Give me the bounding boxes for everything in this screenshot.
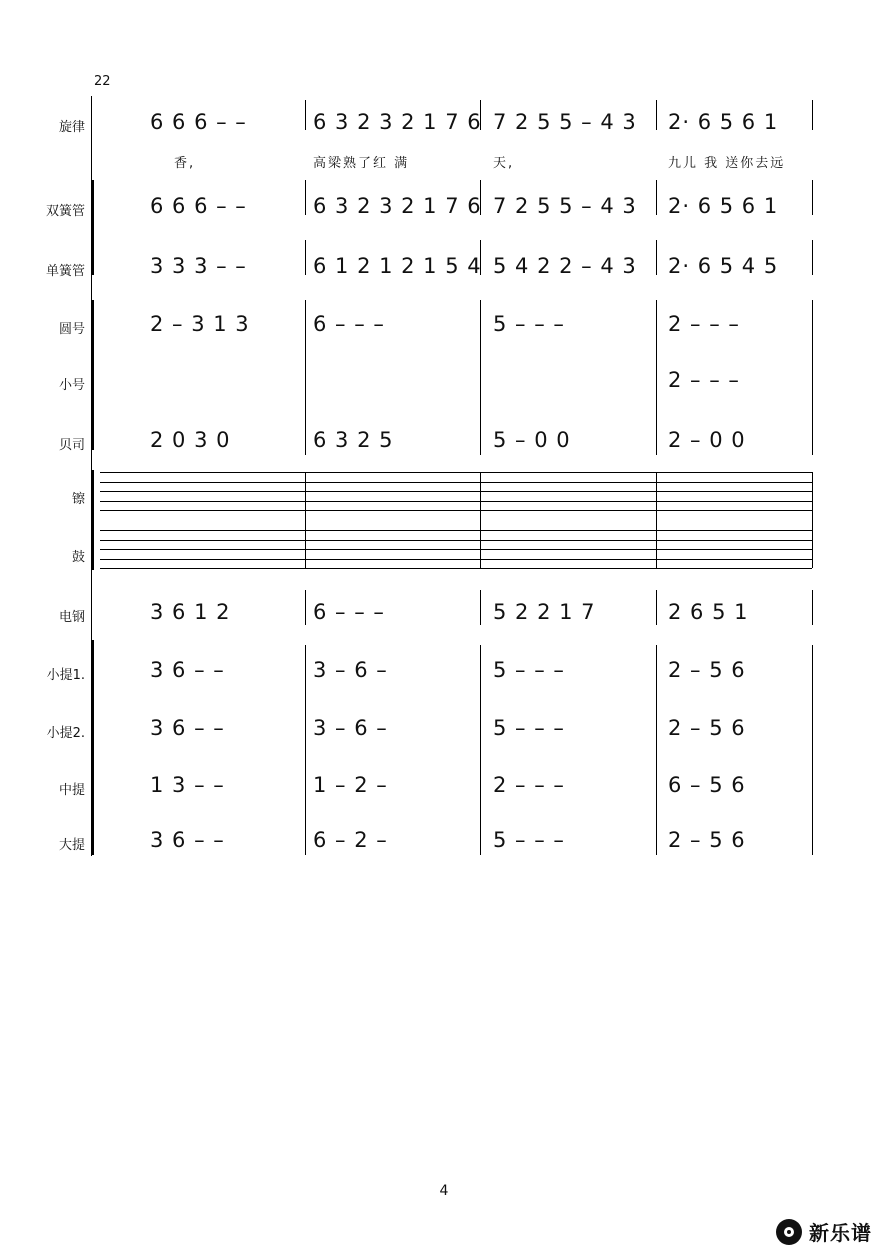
record-icon: [775, 1218, 803, 1246]
part-label: 圆号: [58, 322, 85, 337]
staff-line: [100, 530, 812, 531]
barline: [812, 645, 813, 855]
measure-notes: 6 3 2 5: [313, 428, 394, 452]
measure-notes: 6 – 2 –: [313, 828, 388, 852]
barline: [656, 645, 657, 855]
barline: [656, 100, 657, 130]
barline: [812, 300, 813, 455]
part-label: 镲: [71, 492, 85, 507]
barline: [812, 472, 813, 568]
logo-text: 新乐谱: [809, 1221, 872, 1245]
measure-notes: 6 3 2 3 2 1 7 6: [313, 194, 482, 218]
measure-number: 22: [94, 74, 111, 89]
staff-line: [100, 510, 812, 511]
part-label: 小提2.: [46, 726, 85, 741]
measure-notes: 2 0 3 0: [150, 428, 231, 452]
measure-notes: 3 – 6 –: [313, 658, 388, 682]
measure-notes: 5 – – –: [493, 716, 565, 740]
staff-line: [100, 549, 812, 550]
barline: [656, 472, 657, 568]
barline: [480, 300, 481, 455]
part-label: 小提1.: [46, 668, 85, 683]
staff-line: [100, 491, 812, 492]
barline: [812, 590, 813, 625]
measure-notes: 6 – 5 6: [668, 773, 746, 797]
measure-notes: 7 2 5 5 – 4 3: [493, 110, 637, 134]
page-number: 4: [439, 1183, 449, 1199]
strings-bracket: [91, 640, 94, 855]
staff-line: [100, 540, 812, 541]
site-logo: [775, 1217, 872, 1246]
staff-line: [100, 472, 812, 473]
measure-notes: 5 2 2 1 7: [493, 600, 596, 624]
barline: [480, 645, 481, 855]
measure-notes: 2 – 5 6: [668, 828, 746, 852]
measure-notes: 7 2 5 5 – 4 3: [493, 194, 637, 218]
measure-notes: 3 – 6 –: [313, 716, 388, 740]
part-label: 旋律: [58, 120, 85, 135]
measure-notes: 2 – – –: [668, 312, 740, 336]
barline: [480, 472, 481, 568]
measure-notes: 5 – 0 0: [493, 428, 571, 452]
measure-notes: 2 – 5 6: [668, 716, 746, 740]
barline: [656, 590, 657, 625]
part-label: 大提: [58, 838, 85, 853]
measure-notes: 6 6 6 – –: [150, 110, 247, 134]
barline: [812, 100, 813, 130]
measure-notes: 2 – 3 1 3: [150, 312, 250, 336]
lyric-text: 香,: [174, 156, 196, 171]
measure-notes: 2· 6 5 6 1: [668, 194, 779, 218]
measure-notes: 6 – – –: [313, 600, 385, 624]
measure-notes: 1 3 – –: [150, 773, 225, 797]
staff-line: [100, 559, 812, 560]
measure-notes: 5 – – –: [493, 658, 565, 682]
lyric-text: 天,: [493, 156, 515, 171]
barline: [656, 180, 657, 215]
measure-notes: 1 – 2 –: [313, 773, 388, 797]
measure-notes: 2 6 5 1: [668, 600, 749, 624]
staff-line: [100, 568, 812, 569]
barline: [305, 180, 306, 215]
part-label: 双簧管: [45, 204, 85, 219]
measure-notes: 5 4 2 2 – 4 3: [493, 254, 637, 278]
barline: [305, 472, 306, 568]
measure-notes: 6 1 2 1 2 1 5 4: [313, 254, 482, 278]
barline: [305, 240, 306, 275]
part-label: 电钢: [58, 610, 85, 625]
measure-notes: 5 – – –: [493, 828, 565, 852]
lyric-text: 高梁熟了红 满: [313, 156, 410, 171]
woodwind-bracket: [91, 180, 94, 275]
barline: [305, 590, 306, 625]
measure-notes: 2 – 0 0: [668, 428, 746, 452]
barline: [812, 180, 813, 215]
measure-notes: 2· 6 5 6 1: [668, 110, 779, 134]
part-label: 小号: [58, 378, 85, 393]
part-label: 贝司: [58, 438, 85, 453]
percussion-bracket: [91, 470, 94, 570]
barline: [656, 300, 657, 455]
barline: [305, 100, 306, 130]
barline: [480, 590, 481, 625]
brass-bracket: [91, 300, 94, 450]
measure-notes: 2· 6 5 4 5: [668, 254, 779, 278]
measure-notes: 6 – – –: [313, 312, 385, 336]
measure-notes: 3 6 – –: [150, 828, 225, 852]
staff-line: [100, 501, 812, 502]
measure-notes: 6 6 6 – –: [150, 194, 247, 218]
measure-notes: 3 6 – –: [150, 716, 225, 740]
measure-notes: 6 3 2 3 2 1 7 6: [313, 110, 482, 134]
measure-notes: 2 – – –: [493, 773, 565, 797]
measure-notes: 3 6 1 2: [150, 600, 231, 624]
lyric-text: 九儿 我 送你去远: [668, 156, 786, 171]
measure-notes: 2 – – –: [668, 368, 740, 392]
barline: [305, 300, 306, 455]
measure-notes: 2 – 5 6: [668, 658, 746, 682]
barline: [812, 240, 813, 275]
staff-line: [100, 482, 812, 483]
measure-notes: 5 – – –: [493, 312, 565, 336]
barline: [305, 645, 306, 855]
measure-notes: 3 3 3 – –: [150, 254, 247, 278]
barline: [656, 240, 657, 275]
measure-notes: 3 6 – –: [150, 658, 225, 682]
part-label: 中提: [58, 783, 85, 798]
part-label: 鼓: [71, 550, 85, 565]
part-label: 单簧管: [45, 264, 85, 279]
